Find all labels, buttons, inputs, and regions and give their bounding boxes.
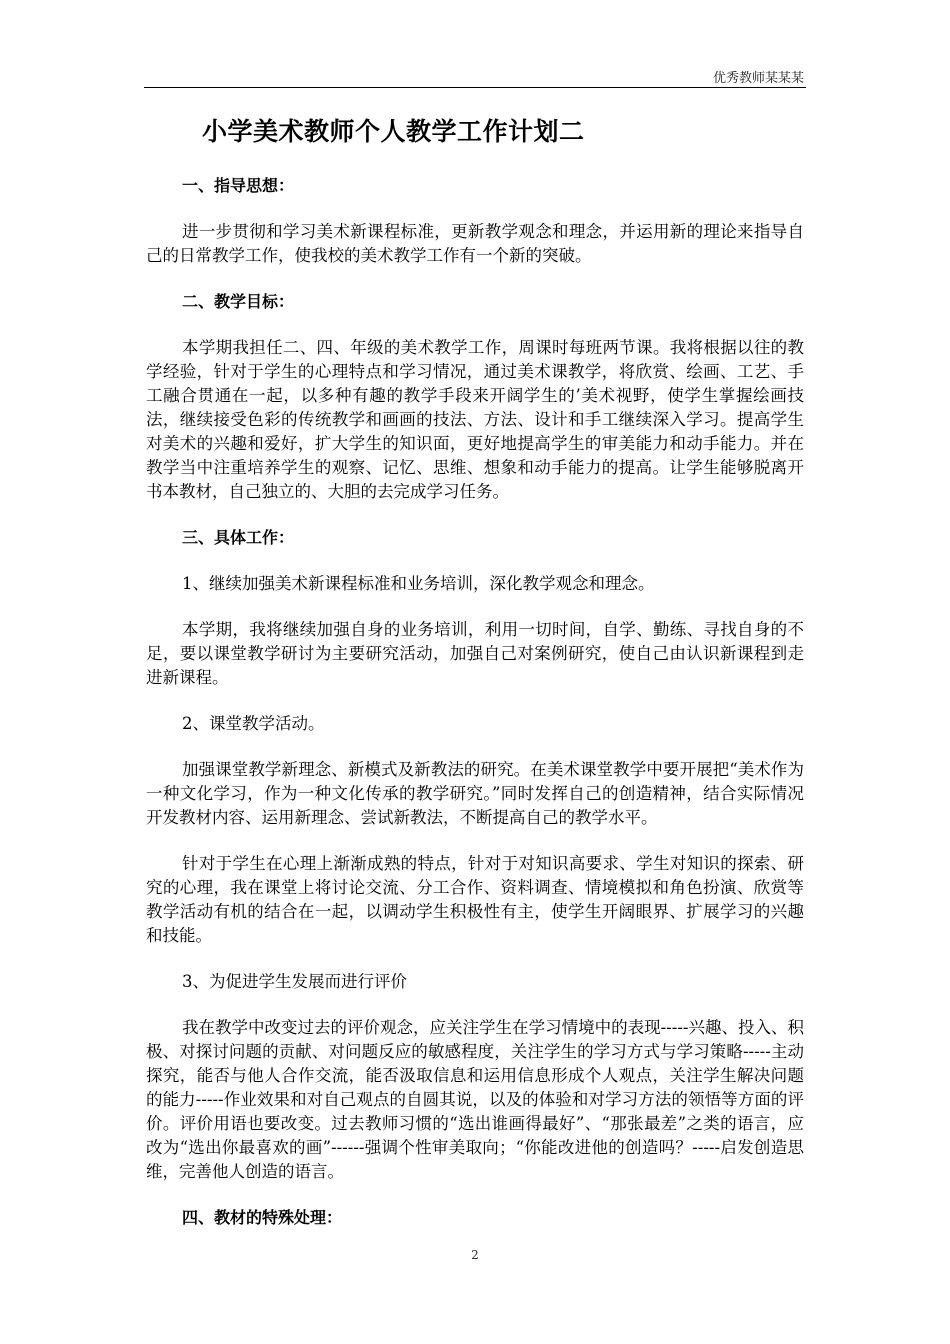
section-heading-work: 三、具体工作： [182, 528, 295, 547]
page-number: 2 [471, 1248, 479, 1262]
document-body [146, 110, 804, 1230]
section-heading-guiding: 一、指导思想： [182, 176, 295, 195]
paragraph-guiding: 进一步贯彻和学习美术新课程标准，更新教学观念和理念，并运用新的理论来指导自己的日常教学工作，使我校的美术教学工作有一个新的突破。 [146, 222, 804, 265]
header-divider [144, 87, 806, 88]
paragraph-training: 本学期，我将继续加强自身的业务培训，利用一切时间，自学、勤练、寻找自身的不足，要以课堂教学研讨为主要研究活动，加强自己对案例研究，使自己由认识新课程到走进新课程。 [146, 620, 804, 687]
paragraph-item-2: 2、课堂教学活动。 [182, 714, 325, 733]
paragraph-item-1: 1、继续加强美术新课程标准和业务培训，深化教学观念和理念。 [182, 574, 655, 593]
paragraph-students: 针对于学生在心理上渐渐成熟的特点，针对于对知识高要求、学生对知识的探索、研究的心理，我在课堂上将讨论交流、分工合作、资料调查、情境模拟和角色扮演、欣赏等教学活动有机的结合在一起，以调动学生积极性有主，使学生开阔眼界、扩展学习的兴趣和技能。 [146, 854, 804, 945]
paragraph-evaluation: 我在教学中改变过去的评价观念，应关注学生在学习情境中的表现-----兴趣、投入、积极、对探讨问题的贡献、对问题反应的敏感程度，关注学生的学习方式与学习策略-----主动探究，能否与他人合作交流，能否汲取信息和运用信息形成个人观点，关注学生解决问题的能力-----作业效果和对自己观点的自圆其说，以及的体验和对学习方法的领悟等方面的评价。评价用语也要改变。过去教师习惯的“选出谁画得最好”、“那张最差”之类的语言，应改为“选出你最喜欢的画”------强调个性审美取向；“你能改进他的创造吗？-----启发创造思维，完善他人创造的语言。 [146, 1018, 804, 1181]
section-heading-goals: 二、教学目标： [182, 292, 295, 311]
section-heading-materials: 四、教材的特殊处理： [182, 1208, 343, 1227]
header-author: 优秀教师某某某 [712, 71, 804, 86]
paragraph-goals: 本学期我担任二、四、年级的美术教学工作，周课时每班两节课。我将根据以往的教学经验，针对于学生的心理特点和学习情况，通过美术课教学，将欣赏、绘画、工艺、手工融合贯通在一起，以多种有趣的教学手段来开阔学生的’美术视野，使学生掌握绘画技法，继续接受色彩的传统教学和画画的技法、方法、设计和手工继续深入学习。提高学生对美术的兴趣和爱好，扩大学生的知识面，更好地提高学生的审美能力和动手能力。并在教学当中注重培养学生的观察、记忆、思维、想象和动手能力的提高。让学生能够脱离开书本教材，自己独立的、大胆的去完成学习任务。 [146, 338, 804, 501]
document-title: 小学美术教师个人教学工作计划二 [202, 117, 585, 146]
paragraph-item-3: 3、为促进学生发展而进行评价 [182, 972, 407, 991]
paragraph-classroom: 加强课堂教学新理念、新模式及新教法的研究。在美术课堂教学中要开展把“美术作为一种文化学习，作为一种文化传承的教学研究。”同时发挥自己的创造精神，结合实际情况开发教材内容、运用新理念、尝试新教法，不断提高自己的教学水平。 [146, 760, 804, 827]
